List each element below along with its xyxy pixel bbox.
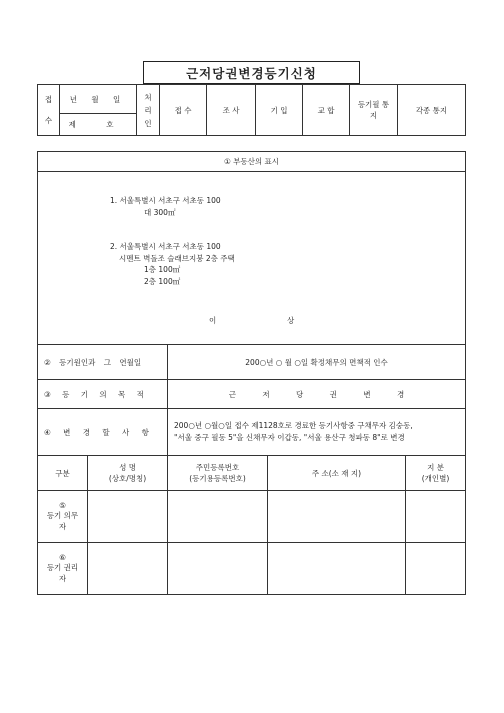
holder-name-cell[interactable] [88,543,168,595]
header-entry: 기 입 [256,85,303,136]
property-line-4: 시멘트 벽돌조 슬래브지붕 2층 주택 [119,253,235,263]
property-body [38,172,466,345]
end-mark-1: 이 [209,316,217,325]
end-mark-2: 상 [287,316,295,325]
number-label: 제 호 [60,114,137,136]
cause-label: ② 등기원인과 그 연월일 [38,345,168,380]
obligor-address-cell[interactable] [268,491,406,543]
date-label: 년 월 일 [60,85,137,114]
receipt-cell: 접 수 [38,85,60,136]
purpose-value: 근 저 당 권 변 경 [168,380,466,409]
holder-registration-cell[interactable] [168,543,268,595]
col-name: 성 명 (상호/명칭) [88,456,168,491]
form-title: 근저당권변경등기신청 [143,61,360,84]
holder-address-cell[interactable] [268,543,406,595]
col-registration: 주민등록번호 (등기용등록번호) [168,456,268,491]
header-receipt: 접 수 [160,85,207,136]
col-division: 구분 [38,456,88,491]
property-line-6: 2층 100㎡ [144,276,181,286]
application-table [37,151,466,595]
reception-table [37,84,466,136]
property-line-1: 1. 서울특별시 서초구 서초동 100 [110,196,221,205]
property-header: ① 부동산의 표시 [38,152,466,172]
obligor-registration-cell[interactable] [168,491,268,543]
header-various-notice: 각종 통지 [398,85,466,136]
col-address: 주 소(소 재 지) [268,456,406,491]
cause-value: 200○년 ○ 월 ○일 확정채무의 면책적 인수 [168,345,466,380]
property-list [110,195,235,287]
change-label: ④ 변 경 할 사 항 [38,409,168,456]
property-line-5: 1층 100㎡ [144,265,181,274]
holder-share-cell[interactable] [406,543,466,595]
obligor-share-cell[interactable] [406,491,466,543]
purpose-label: ③ 등 기 의 목 적 [38,380,168,409]
change-value: 200○년 ○월○일 접수 제1128호로 경료한 등기사항중 구채무자 김숭동, "서울 중구 필동 5"을 신채무자 이갑동, "서울 용산구 청파동 8"로 변경 [168,409,466,456]
col-share: 지 분 (개인별) [406,456,466,491]
property-line-2: 대 300㎡ [144,207,176,217]
holder-label: ⑥ 등기 권리자 [38,543,88,595]
header-verify: 교 합 [303,85,350,136]
header-review: 조 사 [207,85,256,136]
property-line-3: 2. 서울특별시 서초구 서초동 100 [110,242,221,251]
process-label: 처 리 인 [137,85,160,136]
obligor-label: ⑤ 등기 의무자 [38,491,88,543]
obligor-name-cell[interactable] [88,491,168,543]
header-registered-notice: 등기필 통 지 [350,85,398,136]
